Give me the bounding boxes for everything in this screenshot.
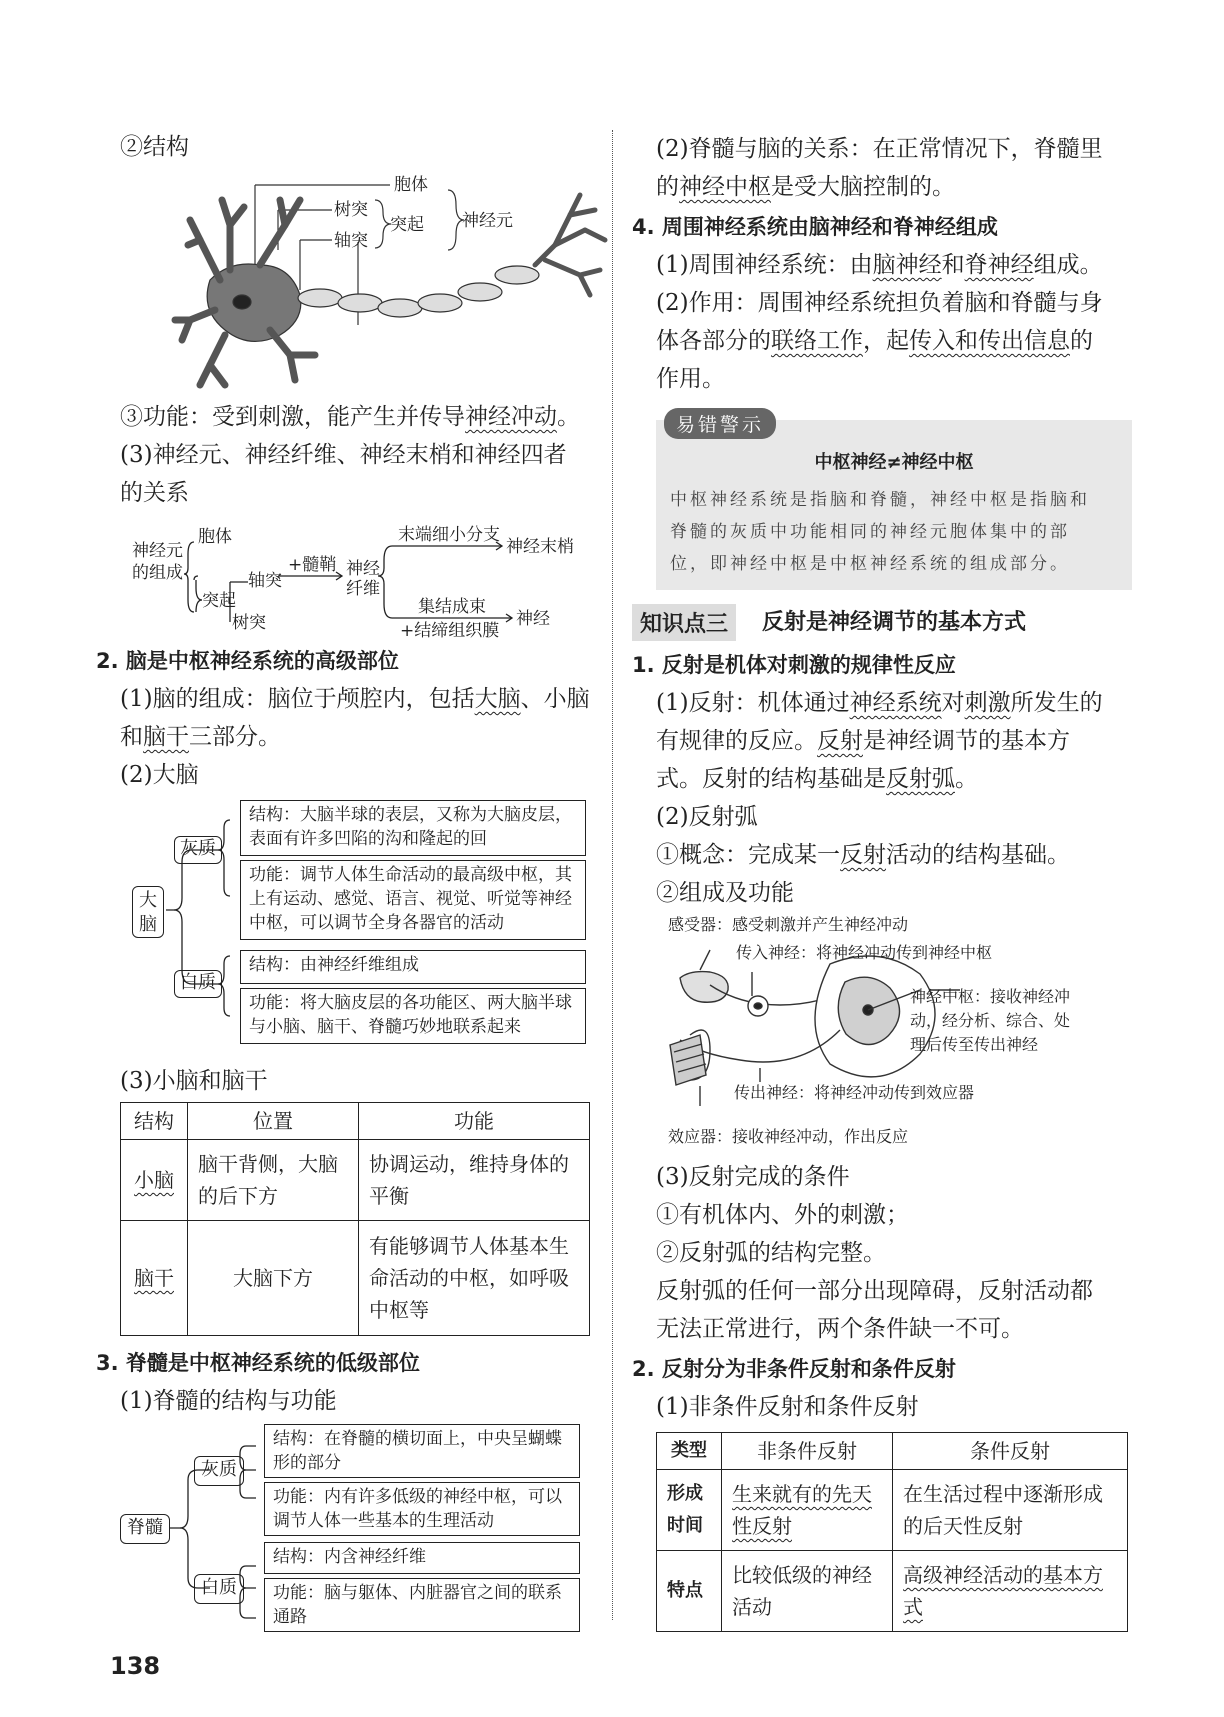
page-number: 138 (110, 1652, 161, 1680)
table-cell: 生来就有的先天性反射 (732, 1482, 872, 1538)
sc-brain-line1: (2)脊髓与脑的关系：在正常情况下，脊髓里 (656, 136, 1103, 162)
arc-effector: 效应器：接收神经冲动，作出反应 (668, 1127, 909, 1146)
reflex-2-title: 2. 反射分为非条件反射和条件反射 (632, 1357, 956, 1381)
section-3-title: 3. 脊髓是中枢神经系统的低级部位 (96, 1351, 420, 1375)
label-neuron: 神经元 (462, 211, 513, 231)
column-divider (612, 130, 613, 1620)
table-cell: 形成时间 (657, 1470, 722, 1551)
label-soma: 胞体 (394, 175, 428, 195)
tree-root-1: 神经元 (132, 541, 183, 561)
tree-root-2: 的组成 (132, 563, 183, 583)
reflex-line2: 有规律的反应。反射是神经调节的基本方 (656, 728, 1070, 754)
tip-line2: 脊髓的灰质中功能相同的神经元胞体集中的部 (670, 522, 1070, 542)
sc-brain-line2: 的神经中枢是受大脑控制的。 (656, 174, 955, 200)
table-header-row (657, 1433, 1128, 1470)
knowledge-3-tag: 知识点三 (632, 604, 736, 641)
tree-plus-sheath: +髓鞘 (288, 555, 337, 575)
cerebrum-grey-function: 功能：调节人体生命活动的最高级中枢，其上有运动、感觉、语言、视觉、听觉等神经中枢，可以调节全身各器官的活动 (240, 860, 586, 940)
cerebrum-white-structure: 结构：由神经纤维组成 (240, 950, 586, 984)
arc-center-1: 神经中枢：接收神经冲 (910, 987, 1071, 1006)
table-row (657, 1551, 1128, 1632)
tip-line3: 位，即神经中枢是中枢神经系统的组成部分。 (670, 554, 1070, 574)
cond-2: ②反射弧的结构完整。 (656, 1240, 886, 1266)
cerebrum-white-label: 白质 (174, 970, 222, 998)
tip-badge: 易错警示 (664, 408, 776, 439)
cerebrum-grey-structure: 结构：大脑半球的表层，又称为大脑皮层，表面有许多凹陷的沟和隆起的回 (240, 800, 586, 856)
spinal-grey-structure: 结构：在脊髓的横切面上，中央呈蝴蝶形的部分 (264, 1424, 580, 1478)
spinal-grey-function: 功能：内有许多低级的神经中枢，可以调节人体一些基本的生理活动 (264, 1482, 580, 1536)
table-header: 位置 (188, 1103, 359, 1140)
brain-composition-line1: (1)脑的组成：脑位于颅腔内，包括大脑、小脑 (120, 686, 590, 712)
function-line: ③功能：受到刺激，能产生并传导神经冲动。 (120, 404, 580, 430)
tree-fiber-1: 神经 (346, 559, 380, 579)
table-row (121, 1140, 590, 1221)
tree-process: 突起 (202, 591, 236, 611)
table-cell: 比较低级的神经活动 (722, 1551, 893, 1632)
spinal-root-label: 脊髓 (120, 1514, 170, 1544)
table-header-row (121, 1103, 590, 1140)
tree-axon: 轴突 (248, 571, 282, 591)
cond-line2: 无法正常进行，两个条件缺一不可。 (656, 1316, 1024, 1342)
cerebrum-heading: (2)大脑 (120, 762, 199, 788)
cerebrum-root-label: 大脑 (132, 886, 164, 938)
tree-nerve-ending: 神经末梢 (506, 537, 574, 557)
reflex-line1: (1)反射：机体通过神经系统对刺激所发生的 (656, 690, 1103, 716)
knowledge-3-title: 反射是神经调节的基本方式 (762, 610, 1027, 635)
cb-heading: (3)小脑和脑干 (120, 1068, 268, 1094)
table-row (121, 1221, 590, 1336)
arc-concept: ①概念：完成某一反射活动的结构基础。 (656, 842, 1070, 868)
table-cell: 协调运动，维持身体的平衡 (359, 1140, 590, 1221)
cerebellum-brainstem-table (120, 1102, 590, 1336)
table-cell: 高级神经活动的基本方式 (903, 1563, 1103, 1619)
tip-line1: 中枢神经系统是指脑和脊髓，神经中枢是指脑和 (670, 490, 1090, 510)
ncr-heading: (1)非条件反射和条件反射 (656, 1394, 919, 1420)
reflex-arc-diagram (660, 910, 1130, 1150)
reflex-line3: 式。反射的结构基础是反射弧。 (656, 766, 978, 792)
role-line3: 作用。 (656, 366, 725, 392)
table-header: 类型 (657, 1433, 722, 1470)
tree-fiber-2: 纤维 (346, 579, 380, 599)
table-cell: 有能够调节人体基本生命活动的中枢，如呼吸中枢等 (359, 1221, 590, 1336)
spinal-grey-label: 灰质 (194, 1456, 244, 1486)
structure-heading: ②结构 (120, 134, 189, 160)
section-4-title: 4. 周围神经系统由脑神经和脊神经组成 (632, 215, 998, 239)
reflex-1-title: 1. 反射是机体对刺激的规律性反应 (632, 653, 956, 677)
cond-heading: (3)反射完成的条件 (656, 1164, 850, 1190)
tree-dendrite: 树突 (232, 613, 266, 633)
tree-nerve: 神经 (516, 609, 550, 629)
relation-line1: (3)神经元、神经纤维、神经末梢和神经四者 (120, 442, 567, 468)
arc-center-2: 动，经分析、综合、处 (910, 1011, 1071, 1030)
arc-heading: (2)反射弧 (656, 804, 758, 830)
table-header: 功能 (359, 1103, 590, 1140)
pns-line: (1)周围神经系统：由脑神经和脊神经组成。 (656, 252, 1103, 278)
table-header: 结构 (121, 1103, 188, 1140)
tip-title: 中枢神经≠神经中枢 (814, 452, 974, 473)
neuron-diagram (180, 170, 610, 400)
cerebrum-diagram (128, 800, 588, 1050)
tree-branch-bottom: 集结成束 (418, 597, 486, 617)
label-dendrite: 树突 (334, 200, 368, 220)
table-cell: 特点 (657, 1551, 722, 1632)
brain-composition-line2: 和脑干三部分。 (120, 724, 281, 750)
table-cell: 脑干背侧，大脑的后下方 (188, 1140, 359, 1221)
table-header: 非条件反射 (722, 1433, 893, 1470)
cerebrum-white-function: 功能：将大脑皮层的各功能区、两大脑半球与小脑、脑干、脊髓巧妙地联系起来 (240, 988, 586, 1044)
cond-1: ①有机体内、外的刺激； (656, 1202, 909, 1228)
table-cell: 大脑下方 (188, 1221, 359, 1336)
arc-receptor: 感受器：感受刺激并产生神经冲动 (668, 915, 909, 934)
table-cell: 在生活过程中逐渐形成的后天性反射 (893, 1470, 1128, 1551)
label-process: 突起 (390, 215, 424, 235)
spinal-heading: (1)脊髓的结构与功能 (120, 1388, 337, 1414)
table-cell: 脑干 (134, 1266, 174, 1290)
cond-line1: 反射弧的任何一部分出现障碍，反射活动都 (656, 1278, 1093, 1304)
spinal-diagram (120, 1424, 580, 1636)
arc-efferent: 传出神经：将神经冲动传到效应器 (734, 1083, 975, 1102)
reflex-type-table (656, 1432, 1128, 1632)
section-2-title: 2. 脑是中枢神经系统的高级部位 (96, 649, 399, 673)
role-line2: 体各部分的联络工作，起传入和传出信息的 (656, 328, 1093, 354)
tree-plus-connective: +结缔组织膜 (400, 621, 500, 641)
spinal-white-function: 功能：脑与躯体、内脏器官之间的联系通路 (264, 1578, 580, 1632)
arc-composition: ②组成及功能 (656, 880, 794, 906)
cerebrum-grey-label: 灰质 (174, 836, 222, 864)
relation-line2: 的关系 (120, 480, 189, 506)
role-line1: (2)作用：周围神经系统担负着脑和脊髓与身 (656, 290, 1103, 316)
table-header: 条件反射 (893, 1433, 1128, 1470)
spinal-white-structure: 结构：内含神经纤维 (264, 1542, 580, 1574)
table-cell: 小脑 (134, 1168, 174, 1192)
tree-soma: 胞体 (198, 527, 232, 547)
arc-center-3: 理后传至传出神经 (910, 1035, 1039, 1054)
neuron-composition-tree (120, 518, 600, 641)
spinal-white-label: 白质 (194, 1574, 244, 1604)
tree-branch-top: 末端细小分支 (398, 525, 500, 545)
label-axon: 轴突 (334, 231, 368, 251)
table-row (657, 1470, 1128, 1551)
arc-afferent: 传入神经：将神经冲动传到神经中枢 (736, 943, 993, 962)
